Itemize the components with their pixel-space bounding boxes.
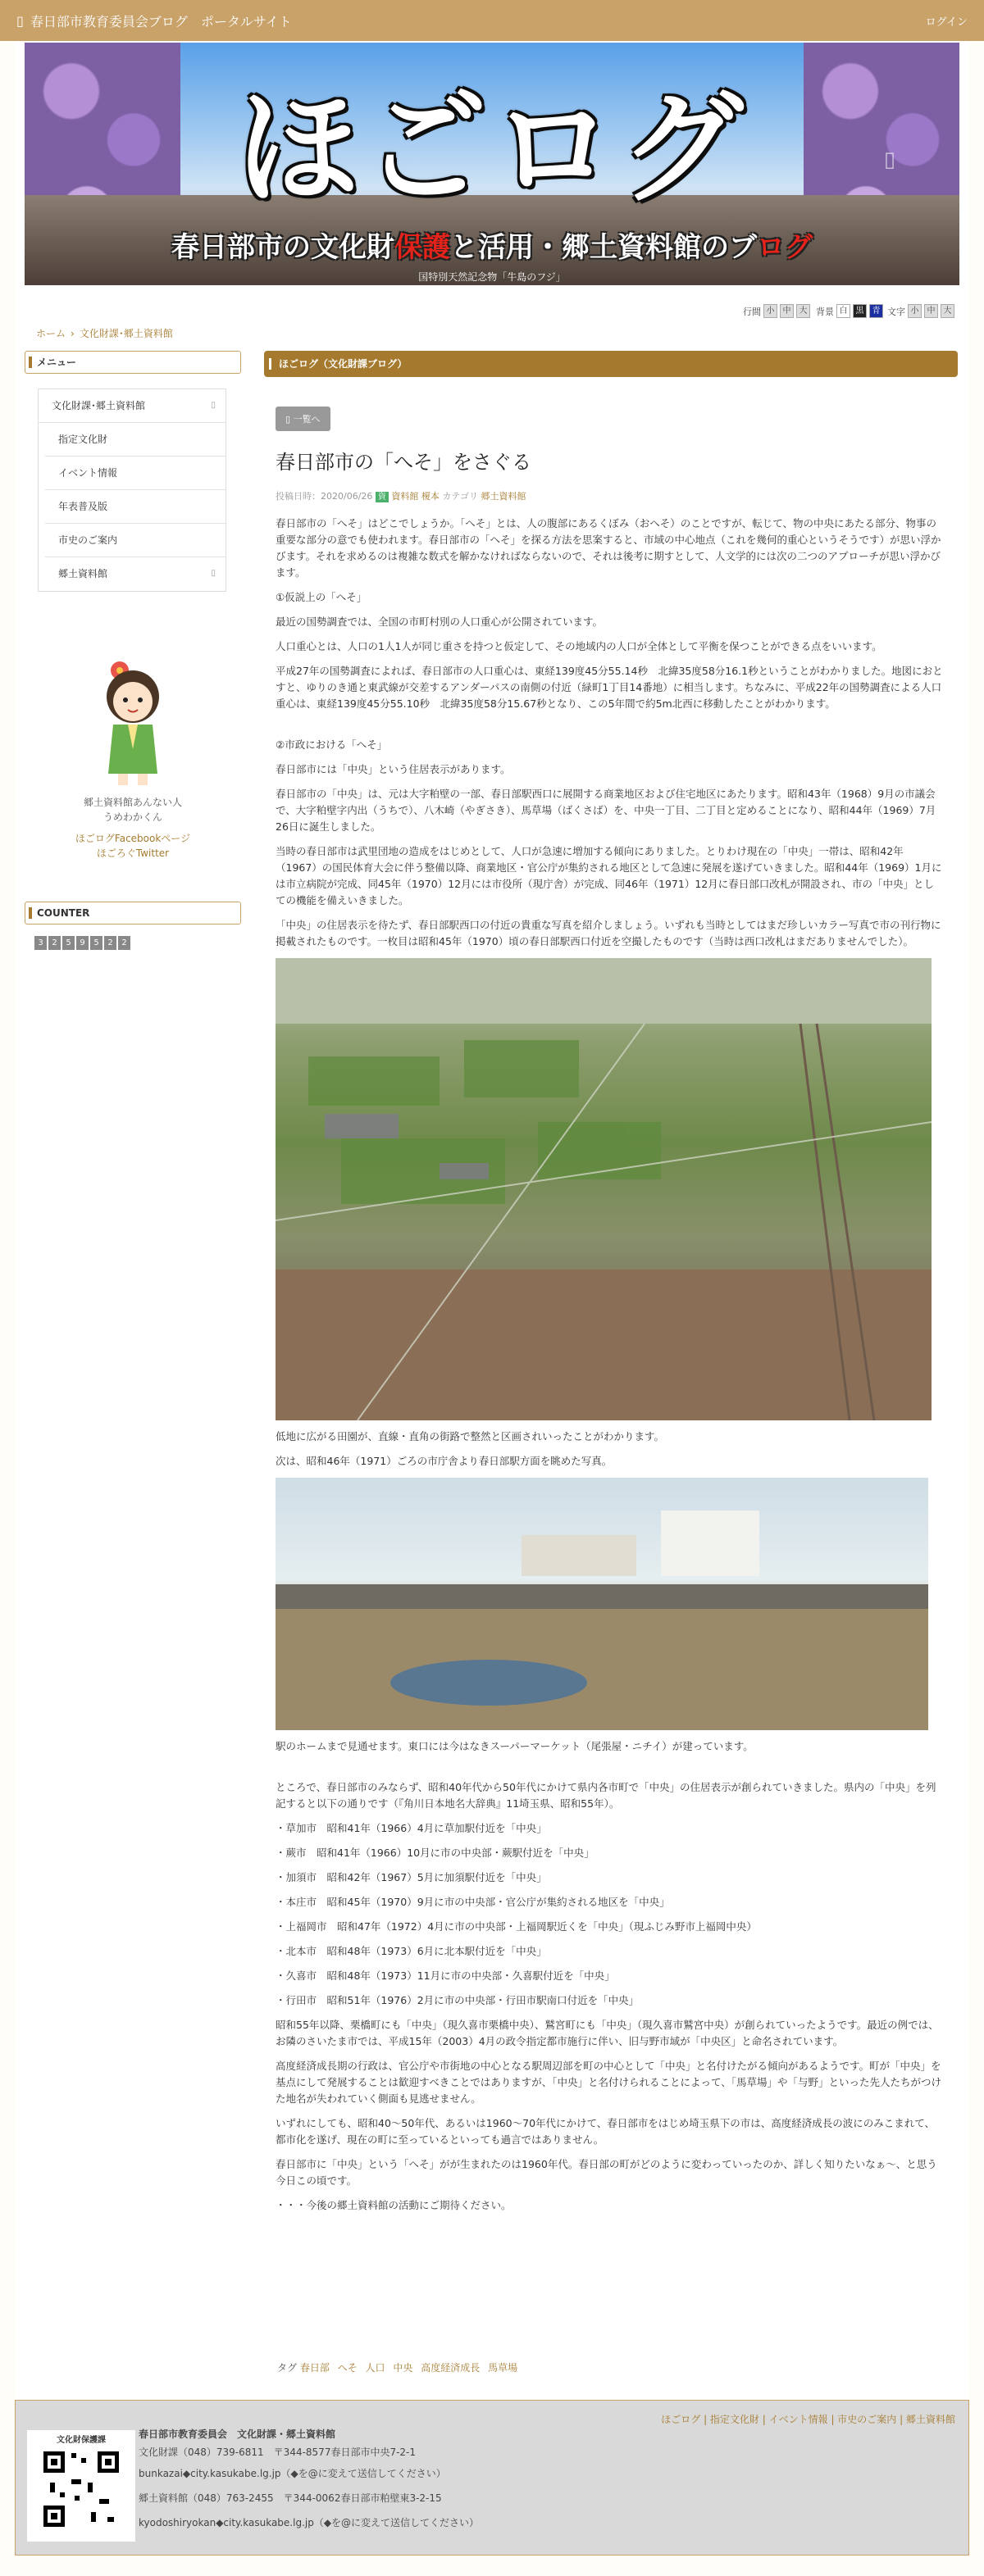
paragraph: 春日部市の「中央」は、元は大字粕壁の一部、春日部駅西口に展開する商業地区および住宅地区にあたります。昭和43年（1968）9月の市議会で、大字粕壁字内出（うちで）、八木崎（やぎさき）、馬草場（ばくさば）を、中央一丁目、二丁目と定めることになり、昭和44年（1969）7月26日に誕生しました。 (276, 788, 936, 833)
station-photo (276, 1478, 928, 1730)
paragraph: いずれにしても、昭和40～50年代、あるいは1960～70年代にかけて、春日部市をはじめ埼玉県下の市は、高度経済成長の波にのみこまれて、都市化を遂げ、現在の町に至っているといっても過言ではありません。 (276, 2117, 936, 2146)
accessibility-toolbar (743, 304, 954, 318)
sidebar-menu (38, 388, 226, 592)
counter-digits (34, 936, 241, 950)
subheading: ②市政における「へそ」 (276, 738, 388, 751)
paragraph: 春日部市の「へそ」はどこでしょうか。「へそ」とは、人の腹部にあるくぼみ（おへそ）のことですが、転じて、物の中央にあたる部分、物事の重要な部分の意でも使われます。春日部市の「へそ」を探る方法を思案すると、市域の中心地点（これを幾何的重心というそうです）が思い浮かびます。それを求めるのは複雑な数式を解かなければならないので、それは後考に期すとして、人文学的には次の二つのアプローチが思い浮かびます。 (276, 517, 941, 579)
chevron-icon: ▯ (211, 401, 216, 410)
qr-title: 文化財保護課 (57, 2436, 106, 2445)
sidebar-item-event[interactable]: イベント情報 (45, 457, 226, 490)
login-link[interactable]: ログイン (925, 16, 968, 29)
line-height-small[interactable]: 小 (763, 304, 777, 318)
aerial-photo (276, 958, 932, 1420)
category-link-2[interactable]: 郷土資料館 (481, 491, 526, 502)
line-height-large[interactable]: 大 (796, 304, 810, 318)
list-item: ・行田市 昭和51年（1976）2月に市の中央部・行田市駅南口付近を「中央」 (276, 1994, 640, 2006)
section-header: ほごログ（文化財課ブログ） (264, 351, 958, 377)
sidebar-item-shitei[interactable]: 指定文化財 (45, 423, 226, 457)
banner-caption: 国特別天然記念物「牛島のフジ」 (418, 271, 566, 283)
mascot-line1: 郷土資料館あんない人 (83, 797, 182, 808)
menu-header: メニュー (25, 351, 241, 374)
photo-caption: 駅のホームまで見通せます。東口には今はなきスーパーマーケット（尾張屋・ニチイ）が建っています。 (276, 1740, 754, 1752)
footer-link[interactable]: 指定文化財 (709, 2414, 759, 2425)
paragraph: 昭和55年以降、栗橋町にも「中央」（現久喜市栗橋中央）、鷲宮町にも「中央」（現久喜市鷲宮中央）が創られていったようです。最近の例では、お隣のさいたま市では、平成15年（2003）4月の政令指定都市施行に伴い、旧与野市域が「中央区」と命名されています。 (276, 2019, 939, 2047)
footer-links: ほごログ | 指定文化財 | イベント情報 | 市史のご案内 | 郷土資料館 (661, 2414, 955, 2425)
paragraph: 高度経済成長期の行政は、官公庁や市街地の中心となる駅周辺部を町の中心として「中央」と名付けたがる傾向があるようです。町が「中央」を基点にして発展することは歓迎すべきことではありますが、「中央」と名付けられることによって、「馬草場」や「与野」といった先人たちがつけた地名が失われていく側面も見逃せません。 (276, 2060, 942, 2105)
tag-link[interactable]: 馬草場 (488, 2362, 518, 2374)
page-container (15, 41, 969, 2459)
breadcrumb-home[interactable]: ホーム (36, 328, 66, 339)
paragraph: ところで、春日部市のみならず、昭和40年代から50年代にかけて県内各市町で「中央」の住居表示が創られていきました。県内の「中央」を列記すると以下の通りです（『角川日本地名大辞典』11埼玉県、昭和55年）。 (276, 1781, 936, 1810)
photo-caption: 次は、昭和46年（1971）ごろの市庁舎より春日部駅方面を眺めた写真。 (276, 1455, 613, 1467)
subheading: ①仮説上の「へそ」 (276, 591, 367, 603)
counter-digit: 3 (34, 936, 47, 950)
breadcrumb-sep: › (71, 328, 75, 339)
footer-link[interactable]: 郷土資料館 (905, 2414, 955, 2425)
footer-info (139, 2425, 479, 2535)
portal-link[interactable] (16, 11, 292, 30)
list-item: ・北本市 昭和48年（1973）6月に北本駅付近を「中央」 (276, 1945, 547, 1957)
counter-header: COUNTER (25, 902, 241, 925)
list-item: ・蕨市 昭和41年（1966）10月に市の中央部・蕨駅付近を「中央」 (276, 1847, 594, 1859)
paragraph: 春日部市に「中央」という「へそ」がが生まれたのは1960年代。春日部の町がどのように変わっていったのか、詳しく知りたいなぁ～、と思う今日この頃です。 (276, 2158, 937, 2187)
sidebar-item-nenpyo[interactable]: 年表普及版 (45, 490, 226, 524)
footer-email: kyodoshiryokan◆city.kasukabe.lg.jp（◆を@に変えて送信してください） (139, 2517, 480, 2528)
breadcrumb (36, 326, 178, 340)
list-item: ・久喜市 昭和48年（1973）11月に市の中央部・久喜駅付近を「中央」 (276, 1969, 615, 1982)
next-slide-icon[interactable]: ▯ (883, 148, 895, 172)
paragraph: 春日部市には「中央」という住居表示があります。 (276, 763, 511, 775)
list-item: ・草加市 昭和41年（1966）4月に草加駅付近を「中央」 (276, 1822, 547, 1834)
sidebar-item-bunkazai[interactable]: 文化財課･郷土資料館 ▯ (39, 389, 226, 423)
counter-digit: 9 (76, 936, 89, 950)
tag-link[interactable]: 中央 (393, 2362, 413, 2374)
category-badge: 資 (376, 492, 389, 502)
sidebar-item-kyodo[interactable]: 郷土資料館 ▯ (45, 557, 226, 591)
banner-title: ほごログ (235, 78, 748, 220)
twitter-link[interactable]: ほごろぐTwitter (96, 847, 170, 859)
paragraph: 人口重心とは、人口の1人1人が同じ重さを持つと仮定して、その地域内の人口が全体として平衡を保つことができる点をいいます。 (276, 640, 882, 652)
tag-link[interactable]: 人口 (365, 2362, 385, 2374)
article-body (276, 516, 943, 2214)
counter-digit: 2 (48, 936, 61, 950)
site-title: 春日部市教育委員会ブログ ポータルサイト (30, 13, 292, 30)
bg-white[interactable]: 白 (836, 304, 850, 318)
banner-subtitle: 春日部市の文化財保護と活用・郷土資料館のブログ (171, 231, 813, 264)
post-meta (276, 489, 958, 502)
mascot-block (25, 659, 241, 861)
footer-address: 郷土資料館（048）763-2455 〒344-0062春日部市粕壁東3-2-15 (139, 2492, 442, 2504)
line-height-medium[interactable]: 中 (780, 304, 794, 318)
list-item: ・加須市 昭和42年（1967）5月に加須駅付近を「中央」 (276, 1871, 547, 1883)
list-item: ・本庄市 昭和45年（1970）9月に市の中央部・官公庁が集約される地区を「中央」 (276, 1896, 670, 1908)
qr-code-icon (42, 2450, 121, 2528)
paragraph: 当時の春日部市は武里団地の造成をはじめとして、人口が急速に増加する傾向にありました。とりわけ現在の「中央」一帯は、昭和42年（1967）の国民体育大会に伴う整備以降、商業地区・官公庁が集約される地区として急速に発展を遂げていきました。昭和44年（1969）1月には市立病院が完成、同45年（1970）12月には市役所（現庁舎）が完成、同46年（1971）12月に春日部口改札が開設され、市の「中央」としての機能を備えいきました。 (276, 845, 942, 906)
category-label: カテゴリ (442, 491, 478, 502)
counter-digit: 2 (104, 936, 116, 950)
tag-list (277, 2360, 522, 2374)
category-link[interactable]: 資料館 (391, 491, 419, 502)
bg-blue[interactable]: 青 (869, 304, 883, 318)
font-label: 文字 (887, 306, 905, 317)
bg-label: 背景 (816, 306, 834, 317)
sidebar (25, 351, 241, 950)
post-date: 投稿日時：2020/06/26 (276, 491, 373, 502)
paragraph: 平成27年の国勢調査によれば、春日部市の人口重心は、東経139度45分55.14秒 北緯35度58分16.1秒ということがわかりました。地図におとすと、ゆりのき通と東武線が交差するアンダーパスの南側の付近（緑町1丁目14番地）に相当します。ちなみに、平成22年の国勢調査による人口重心は、東経139度45分55.10秒 北緯35度58分15.67秒となり、この5年間で約5m北西に移動したことがわかります。 (276, 665, 943, 710)
footer-email: bunkazai◆city.kasukabe.lg.jp（◆を@に変えて送信してください） (139, 2468, 446, 2479)
line-height-label: 行間 (743, 306, 761, 317)
footer-link[interactable]: イベント情報 (768, 2414, 828, 2425)
footer-link[interactable]: ほごログ (661, 2414, 701, 2425)
paragraph: 「中央」の住居表示を待たず、春日部駅西口の付近の貴重な写真を紹介しましょう。いずれも当時としてはまだ珍しいカラー写真で市の刊行物に掲載されたものです。一枚目は昭和45年（1970）頃の春日部駅西口付近を空撮したものです（当時は西口改札はまだありませんでした）。 (276, 919, 941, 947)
font-large[interactable]: 大 (941, 304, 954, 318)
header-banner[interactable] (25, 43, 959, 285)
list-item: ・上福岡市 昭和47年（1972）4月に市の中央部・上福岡駅近くを「中央」（現ふじみ野市上福岡中央） (276, 1920, 757, 1933)
font-medium[interactable]: 中 (924, 304, 938, 318)
qr-code-block (27, 2430, 135, 2542)
main-content (264, 351, 958, 2222)
font-small[interactable]: 小 (908, 304, 922, 318)
tag-link[interactable]: 春日部 (299, 2362, 330, 2374)
bg-black[interactable]: 黒 (853, 304, 867, 318)
home-icon: ▯ (16, 12, 24, 29)
chevron-icon: ▯ (211, 569, 216, 578)
photo-caption: 低地に広がる田園が、直線・直角の街路で整然と区画されいったことがわかります。 (276, 1430, 665, 1442)
mascot-line2: うめわかくん (102, 811, 162, 823)
author-link[interactable]: 榎本 (421, 491, 440, 502)
tag-label: タグ (277, 2362, 298, 2374)
mascot-image (95, 659, 171, 790)
paragraph: ・・・今後の郷土資料館の活動にご期待ください。 (276, 2199, 512, 2211)
footer (15, 2400, 969, 2556)
back-to-list-button[interactable]: ▯ 一覧へ (276, 407, 330, 431)
facebook-link[interactable]: ほごログFacebookページ (75, 833, 191, 844)
paragraph: 最近の国勢調査では、全国の市町村別の人口重心が公開されています。 (276, 616, 604, 628)
tag-link[interactable]: へそ (337, 2362, 358, 2374)
sidebar-item-shishi[interactable]: 市史のご案内 (45, 524, 226, 557)
top-bar (0, 0, 984, 41)
footer-address: 文化財課（048）739-6811 〒344-8577春日部市中央7-2-1 (139, 2447, 417, 2458)
counter-digit: 2 (118, 936, 130, 950)
counter-digit: 5 (62, 936, 75, 950)
page-title: 春日部市の「へそ」をさぐる (276, 451, 531, 474)
breadcrumb-current[interactable]: 文化財課･郷土資料館 (79, 328, 173, 339)
tag-link[interactable]: 高度経済成長 (421, 2362, 481, 2374)
footer-org: 春日部市教育委員会 文化財課・郷土資料館 (139, 2428, 336, 2440)
counter-digit: 5 (90, 936, 102, 950)
footer-link[interactable]: 市史のご案内 (837, 2414, 897, 2425)
